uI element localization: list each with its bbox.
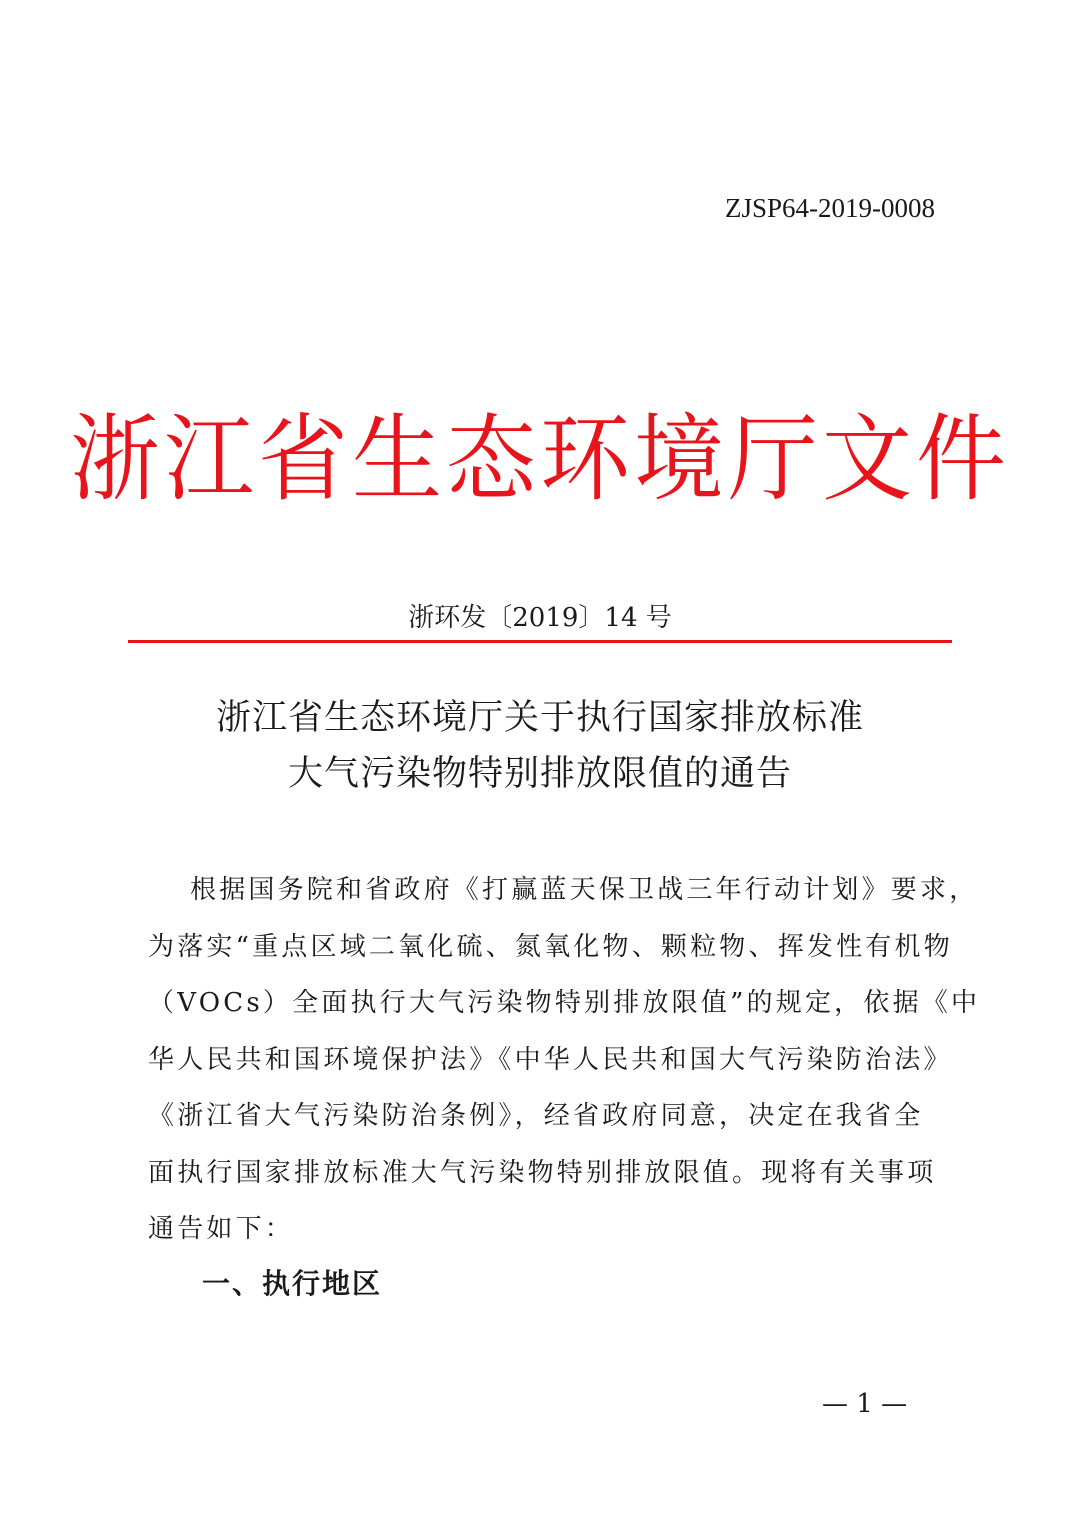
body-paragraph [148, 862, 981, 1258]
body-line: 面执行国家排放标准大气污染物特别排放限值。现将有关事项 [148, 1157, 937, 1188]
document-serial-number: ZJSP64-2019-0008 [724, 193, 935, 223]
notice-title-line-2: 大气污染物特别排放限值的通告 [287, 754, 792, 794]
notice-title-line-1: 浙江省生态环境厅关于执行国家排放标准 [215, 698, 864, 738]
section-heading: 一、执行地区 [202, 1267, 383, 1300]
issuer-title: 浙江省生态环境厅文件 [70, 404, 1010, 515]
document-code: 浙环发〔2019〕14 号 [408, 603, 672, 633]
notice-title [0, 690, 1080, 802]
body-line: 为落实“重点区域二氧化硫、氮氧化物、颗粒物、挥发性有机物 [148, 931, 953, 962]
body-line: （VOCs）全面执行大气污染物特别排放限值”的规定，依据《中 [148, 988, 981, 1018]
page-number: — 1 — [822, 1389, 908, 1419]
body-line: 《浙江省大气污染防治条例》，经省政府同意，决定在我省全 [148, 1101, 924, 1131]
body-line: 通告如下： [148, 1214, 295, 1244]
body-line: 根据国务院和省政府《打赢蓝天保卫战三年行动计划》要求， [190, 875, 979, 905]
body-line: 华人民共和国环境保护法》《中华人民共和国大气污染防治法》 [148, 1044, 953, 1075]
red-divider-line [128, 640, 952, 643]
